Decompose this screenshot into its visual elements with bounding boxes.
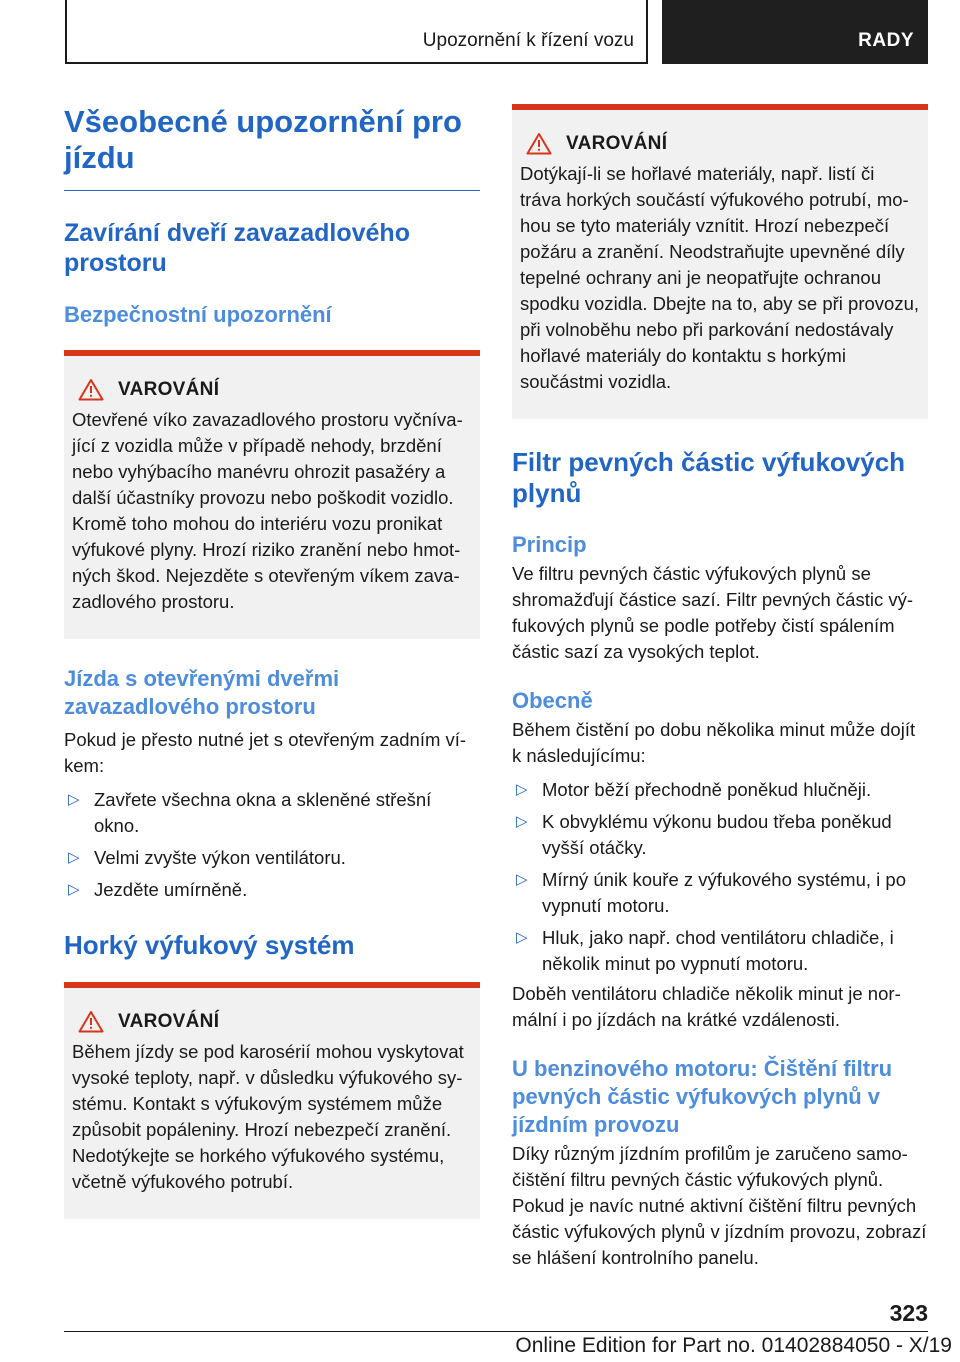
- bullet-triangle-icon: ▷: [516, 813, 528, 830]
- driving-intro-text: Pokud je přesto nutné jet s otevřeným zadním víkem:: [64, 729, 467, 776]
- warning-text: Dotýkají-li se hořlavé materiály, např. listí či tráva horkých součástí výfukového potrubí, mohou se tyto materiály vznítit. Hrozí nebezpečí požáru a zranění. Neodstraňujte upevněné díly tepelné ochrany ani je neopatřujte ochranou spodku vozidla. Dbejte na to, aby se při provozu, při volnoběhu nebo při parkování nedostávaly hořlavé materiály do kontaktu s horkými součástmi vozidla.: [520, 163, 920, 392]
- driving-list: [64, 787, 480, 903]
- general-list: [512, 777, 928, 977]
- bullet-triangle-icon: ▷: [68, 849, 80, 866]
- right-column: [512, 104, 928, 1271]
- principle-text: Ve filtru pevných částic výfukových plynů se shromažďují částice sazí. Filtr pevných částic výfukových plynů se podle potřeby čistí spálením částic sazí za vysokých teplot.: [512, 563, 914, 662]
- left-column: [64, 104, 480, 1219]
- chapter-title: Upozornění k řízení vozu: [422, 30, 634, 51]
- list-item: [64, 877, 480, 903]
- heading-general: Obecně: [512, 688, 593, 713]
- footer-divider: [64, 1331, 928, 1332]
- list-item-text: K obvyklému výkonu budou třeba poněkud vyšší otáčky.: [542, 811, 892, 858]
- list-item-text: Zavřete všechna okna a skleněné střešní okno.: [94, 789, 432, 836]
- list-item: [64, 845, 480, 871]
- header-tab: [662, 0, 928, 64]
- bullet-triangle-icon: ▷: [516, 781, 528, 798]
- warning-box: [512, 104, 928, 419]
- list-item-text: Jezděte umírněně.: [94, 879, 248, 900]
- warning-label: VAROVÁNÍ: [118, 1010, 220, 1032]
- warning-triangle-icon: [78, 1010, 104, 1033]
- bullet-triangle-icon: ▷: [68, 791, 80, 808]
- list-item: [512, 867, 928, 919]
- bullet-triangle-icon: ▷: [68, 881, 80, 898]
- heading-petrol-engine-cleaning: U benzinového motoru: Čištění filtru pevných částic výfukových plynů v jízdním provozu: [512, 1056, 893, 1137]
- warning-box: [64, 350, 480, 639]
- list-item: [512, 777, 928, 803]
- petrol-text: Díky různým jízdním profilům je zaručeno samočištění filtru pevných částic výfukových plynů. Pokud je navíc nutné aktivní čištění filtru pevných částic výfukových plynů v jízdním provozu, zobrazí se hlášení kontrolního panelu.: [512, 1143, 927, 1268]
- warning-label: VAROVÁNÍ: [118, 378, 220, 400]
- list-item-text: Motor běží přechodně poněkud hlučněji.: [542, 779, 872, 800]
- tab-label: RADY: [858, 30, 914, 51]
- header-chapter-box: [65, 0, 648, 64]
- list-item: [64, 787, 480, 839]
- general-outro-text: Doběh ventilátoru chladiče několik minut je normální i po jízdách na krátké vzdálenosti.: [512, 983, 901, 1030]
- list-item-text: Hluk, jako např. chod ventilátoru chladiče, i několik minut po vypnutí motoru.: [542, 927, 894, 974]
- section-heading-driving-notes: Všeobecné upozornění pro jízdu: [64, 104, 480, 191]
- list-item: [512, 925, 928, 977]
- warning-text: Během jízdy se pod karosérií mohou vyskytovat vysoké teploty, např. v důsledku výfukového systému. Kontakt s výfukovým systémem může způsobit popáleniny. Hrozí nebezpečí zranění. Nedotýkejte se horkého výfukového systému, včetně výfukového potrubí.: [72, 1041, 464, 1192]
- footer-edition: Online Edition for Part no. 01402884050 - X/19: [515, 1334, 952, 1357]
- list-item: [512, 809, 928, 861]
- heading-driving-open-trunk: Jízda s otevřenými dveřmi zavazadlového prostoru: [64, 666, 340, 719]
- heading-trunk-closing: Zavírání dveří zavazadlového prostoru: [64, 219, 410, 277]
- page-number: 323: [889, 1300, 928, 1326]
- warning-label: VAROVÁNÍ: [566, 132, 668, 154]
- heading-hot-exhaust: Horký výfukový systém: [64, 930, 355, 960]
- general-intro-text: Během čistění po dobu několika minut může dojít k následujícímu:: [512, 719, 916, 766]
- list-item-text: Velmi zvyšte výkon ventilátoru.: [94, 847, 346, 868]
- warning-text: Otevřené víko zavazadlového prostoru vyčnívající z vozidla může v případě nehody, brzdění nebo vyhýbacího manévru ohrozit pasažéry a další účastníky provozu nebo poškodit vozidlo. Kromě toho mohou do interiéru vozu pronikat výfukové plyny. Hrozí riziko zranění nebo hmotných škod. Nejezděte s otevřeným víkem zavazadlového prostoru.: [72, 409, 463, 612]
- heading-particulate-filter: Filtr pevných částic výfukových plynů: [512, 447, 906, 508]
- list-item-text: Mírný únik kouře z výfukového systému, i po vypnutí motoru.: [542, 869, 906, 916]
- warning-triangle-icon: [78, 378, 104, 401]
- bullet-triangle-icon: ▷: [516, 929, 528, 946]
- heading-safety-notes: Bezpečnostní upozornění: [64, 302, 332, 327]
- warning-triangle-icon: [526, 132, 552, 155]
- warning-box: [64, 982, 480, 1219]
- bullet-triangle-icon: ▷: [516, 871, 528, 888]
- heading-principle: Princip: [512, 532, 587, 557]
